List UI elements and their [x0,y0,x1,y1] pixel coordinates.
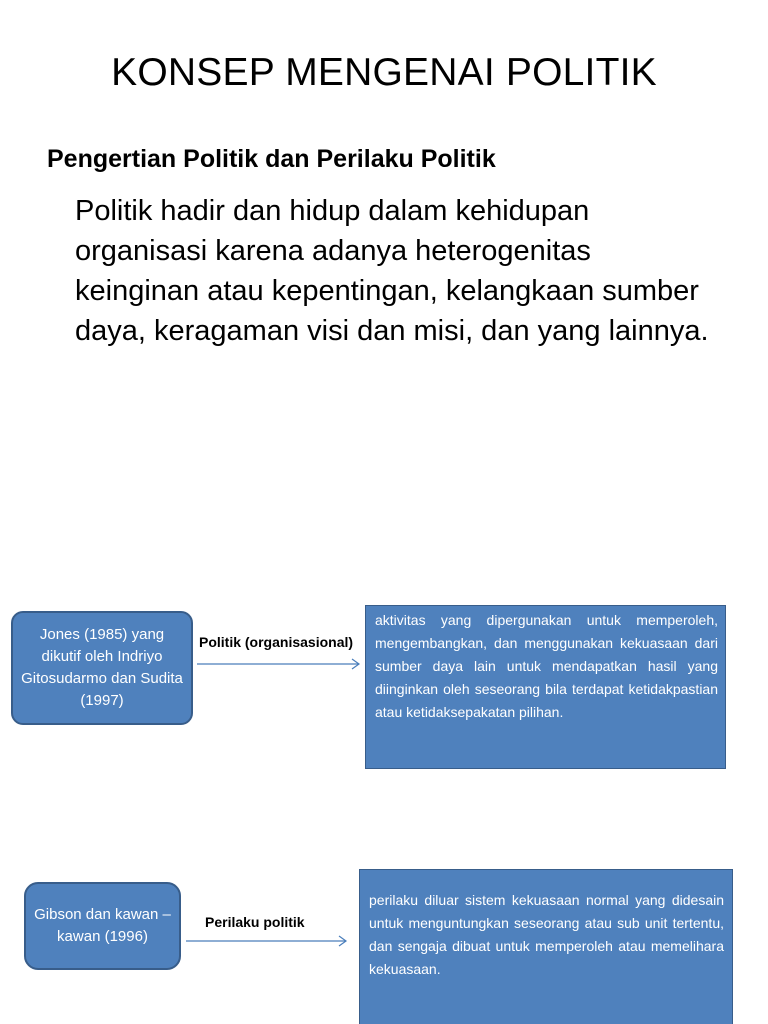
definition-box-perilaku-politik [359,869,733,1024]
source-text-gibson: Gibson dan kawan – kawan (1996) [34,906,171,945]
source-box-gibson [24,882,181,970]
slide-title: KONSEP MENGENAI POLITIK [111,51,657,94]
source-text-jones: Jones (1985) yang dikutif oleh Indriyo Gitosudarmo dan Sudita (1997) [21,626,183,709]
arrow-right-icon [197,658,363,670]
arrow-label-perilaku-politik: Perilaku politik [205,914,305,930]
slide-subtitle: Pengertian Politik dan Perilaku Politik [47,145,496,173]
definition-box-politik-organisasional [365,605,726,769]
arrow-right-icon [186,935,350,947]
arrow-label-politik-organisasional: Politik (organisasional) [199,634,354,650]
source-box-jones [11,611,193,725]
intro-paragraph: Politik hadir dan hidup dalam kehidupan organisasi karena adanya heterogenitas keinginan atau kepentingan, kelangkaan sumber daya, keragaman visi dan misi, dan yang lainnya. [75,195,709,347]
definition-text-perilaku-politik: perilaku diluar sistem kekuasaan normal yang didesain untuk menguntungkan seseorang atau sub unit tertentu, dan sengaja dibuat untuk memperoleh atau memelihara kekuasaan. [369,892,724,977]
definition-text-politik-organisasional: aktivitas yang dipergunakan untuk memperoleh, mengembangkan, dan menggunakan kekuasaan dari sumber daya lain untuk mendapatkan hasil yang diinginkan oleh seseorang bila terdapat ketidakpastian atau ketidaksepakatan pilihan. [375,612,718,720]
